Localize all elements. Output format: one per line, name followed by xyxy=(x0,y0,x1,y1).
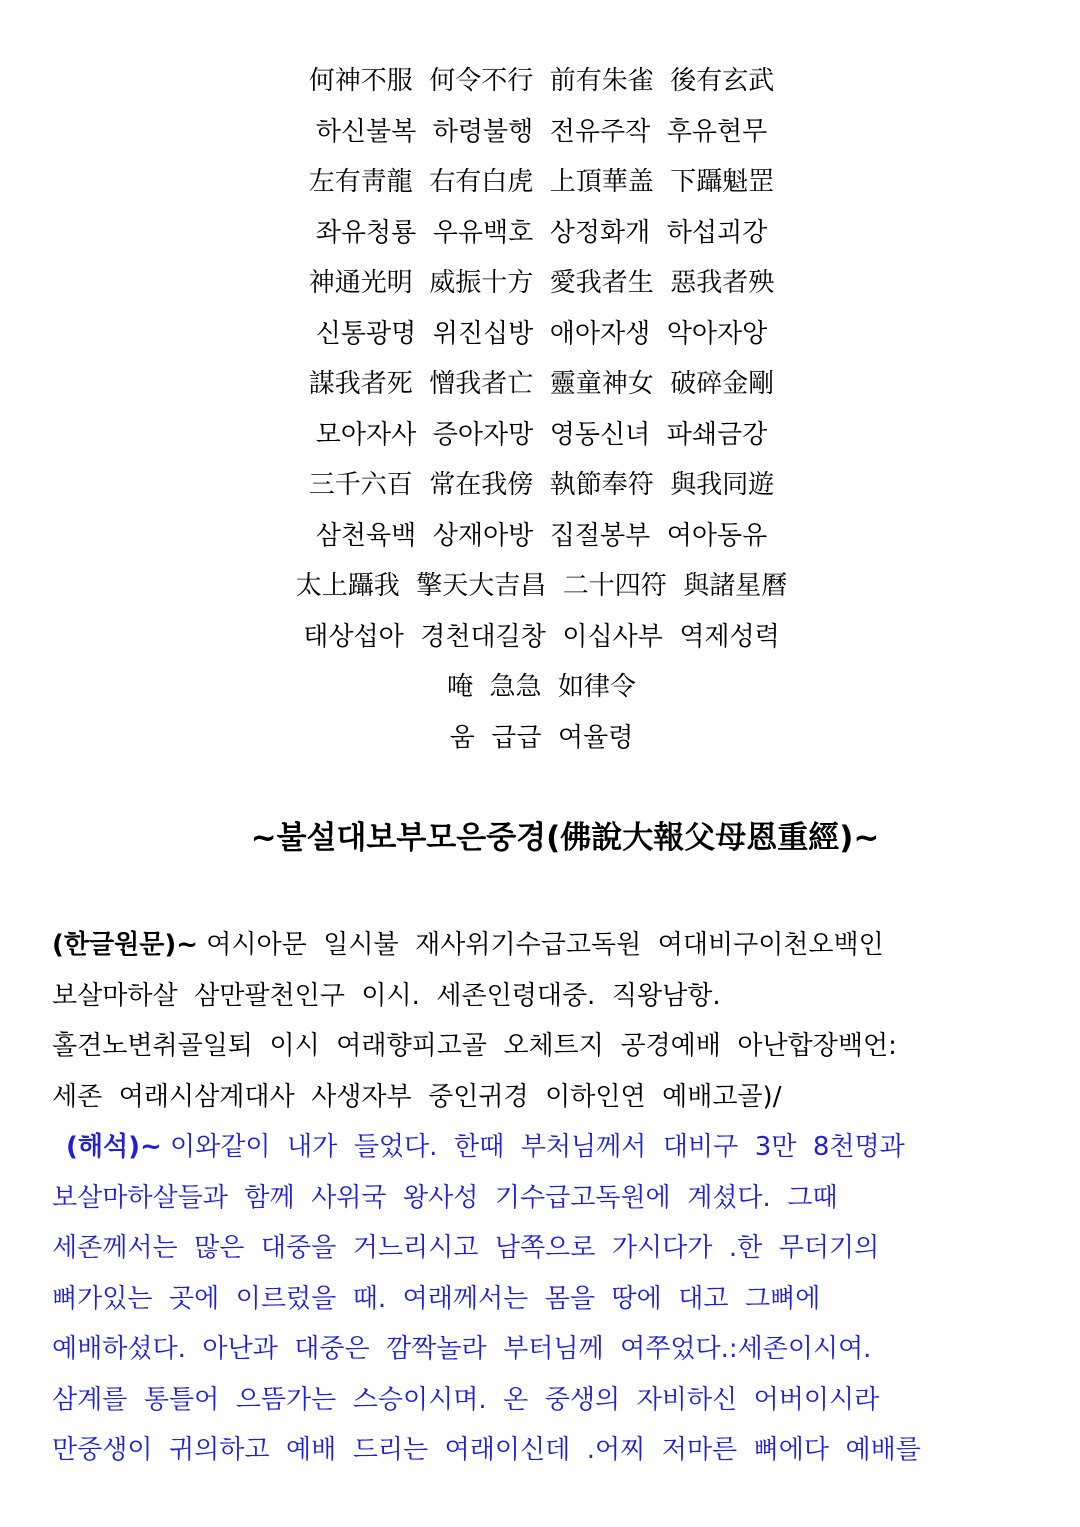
translation-line xyxy=(52,1274,1062,1325)
sutra-title: ~불설대보부모은중경(佛說大報父母恩重經)~ xyxy=(250,820,880,856)
translation-line xyxy=(52,1425,1062,1476)
verse-line xyxy=(0,309,1080,360)
verse-text: 하신불복 하령불행 전유주작 후유현무 xyxy=(315,116,768,147)
verse-line xyxy=(0,612,1080,663)
translation-text: 예배하셨다. 아난과 대중은 깜짝놀라 부터님께 여쭈었다.:세존이시여. xyxy=(52,1334,872,1364)
verse-text: 움 급급 여율령 xyxy=(449,722,634,753)
original-text: 보살마하살 삼만팔천인구 이시. 세존인령대중. 직왕남항. xyxy=(52,980,721,1011)
verse-text: 신통광명 위진십방 애아자생 악아자앙 xyxy=(315,318,768,349)
verse-line xyxy=(0,208,1080,259)
verse-line xyxy=(0,107,1080,158)
translation-line xyxy=(52,1223,1062,1274)
verse-text: 좌유청룡 우유백호 상정화개 하섭괴강 xyxy=(315,217,768,248)
verse-text: 모아자사 증아자망 영동신녀 파쇄금강 xyxy=(315,419,768,450)
verse-text: 三千六百 常在我傍 執節奉符 與我同遊 xyxy=(308,470,775,500)
verse-line xyxy=(0,410,1080,461)
verse-line xyxy=(0,359,1080,410)
original-text: 세존 여래시삼계대사 사생자부 중인귀경 이하인연 예배고골)/ xyxy=(52,1081,782,1112)
original-line xyxy=(52,920,1062,971)
verse-text: 謀我者死 憎我者亡 靈童神女 破碎金剛 xyxy=(308,369,775,399)
verse-text: 삼천육백 상재아방 집절봉부 여아동유 xyxy=(315,520,768,551)
verse-line xyxy=(0,561,1080,612)
original-label: (한글원문)~ xyxy=(52,930,199,960)
translation-text: 삼계를 통틀어 으뜸가는 스승이시며. 온 중생의 자비하신 어버이시라 xyxy=(52,1384,880,1415)
translation-line xyxy=(52,1173,1062,1224)
verse-text: 唵 急急 如律令 xyxy=(446,672,637,702)
verse-line xyxy=(0,713,1080,764)
verse-text: 太上躡我 擎天大吉昌 二十四符 與諸星曆 xyxy=(295,571,788,601)
verse-text: 何神不服 何令不行 前有朱雀 後有玄武 xyxy=(308,66,775,96)
translation-line xyxy=(52,1375,1062,1426)
translation-text: 뼈가있는 곳에 이르렀을 때. 여래께서는 몸을 땅에 대고 그뼈에 xyxy=(52,1283,821,1314)
original-line xyxy=(52,1021,1062,1072)
translation-label: (해석)~ xyxy=(66,1132,162,1162)
sutra-body xyxy=(52,920,1062,1476)
verse-text: 神通光明 威振十方 愛我者生 惡我者殃 xyxy=(308,268,775,298)
verse-line xyxy=(0,460,1080,511)
verse-line xyxy=(0,511,1080,562)
original-text: 홀견노변취골일퇴 이시 여래향피고골 오체트지 공경예배 아난합장백언: xyxy=(52,1031,897,1061)
original-text: 여시아문 일시불 재사위기수급고독원 여대비구이천오백인 xyxy=(198,930,884,960)
verse-text: 태상섭아 경천대길창 이십사부 역제성력 xyxy=(303,621,780,652)
translation-text: 이와같이 내가 들었다. 한때 부처님께서 대비구 3만 8천명과 xyxy=(161,1132,905,1162)
translation-line xyxy=(52,1122,1062,1173)
translation-text: 세존께서는 많은 대중을 거느리시고 남쪽으로 가시다가 .한 무더기의 xyxy=(52,1233,880,1263)
original-line xyxy=(52,971,1062,1022)
verse-line xyxy=(0,662,1080,713)
translation-text: 보살마하살들과 함께 사위국 왕사성 기수급고독원에 계셨다. 그때 xyxy=(52,1182,838,1213)
translation-line xyxy=(52,1324,1062,1375)
verse-line xyxy=(0,56,1080,107)
verse-line xyxy=(0,157,1080,208)
translation-text: 만중생이 귀의하고 예배 드리는 여래이신데 .어찌 저마른 뼈에다 예배를 xyxy=(52,1435,921,1465)
verse-line xyxy=(0,258,1080,309)
original-line xyxy=(52,1072,1062,1123)
verse-text: 左有靑龍 右有白虎 上頂華盖 下躡魁罡 xyxy=(308,167,775,197)
verse-block xyxy=(0,56,1080,763)
